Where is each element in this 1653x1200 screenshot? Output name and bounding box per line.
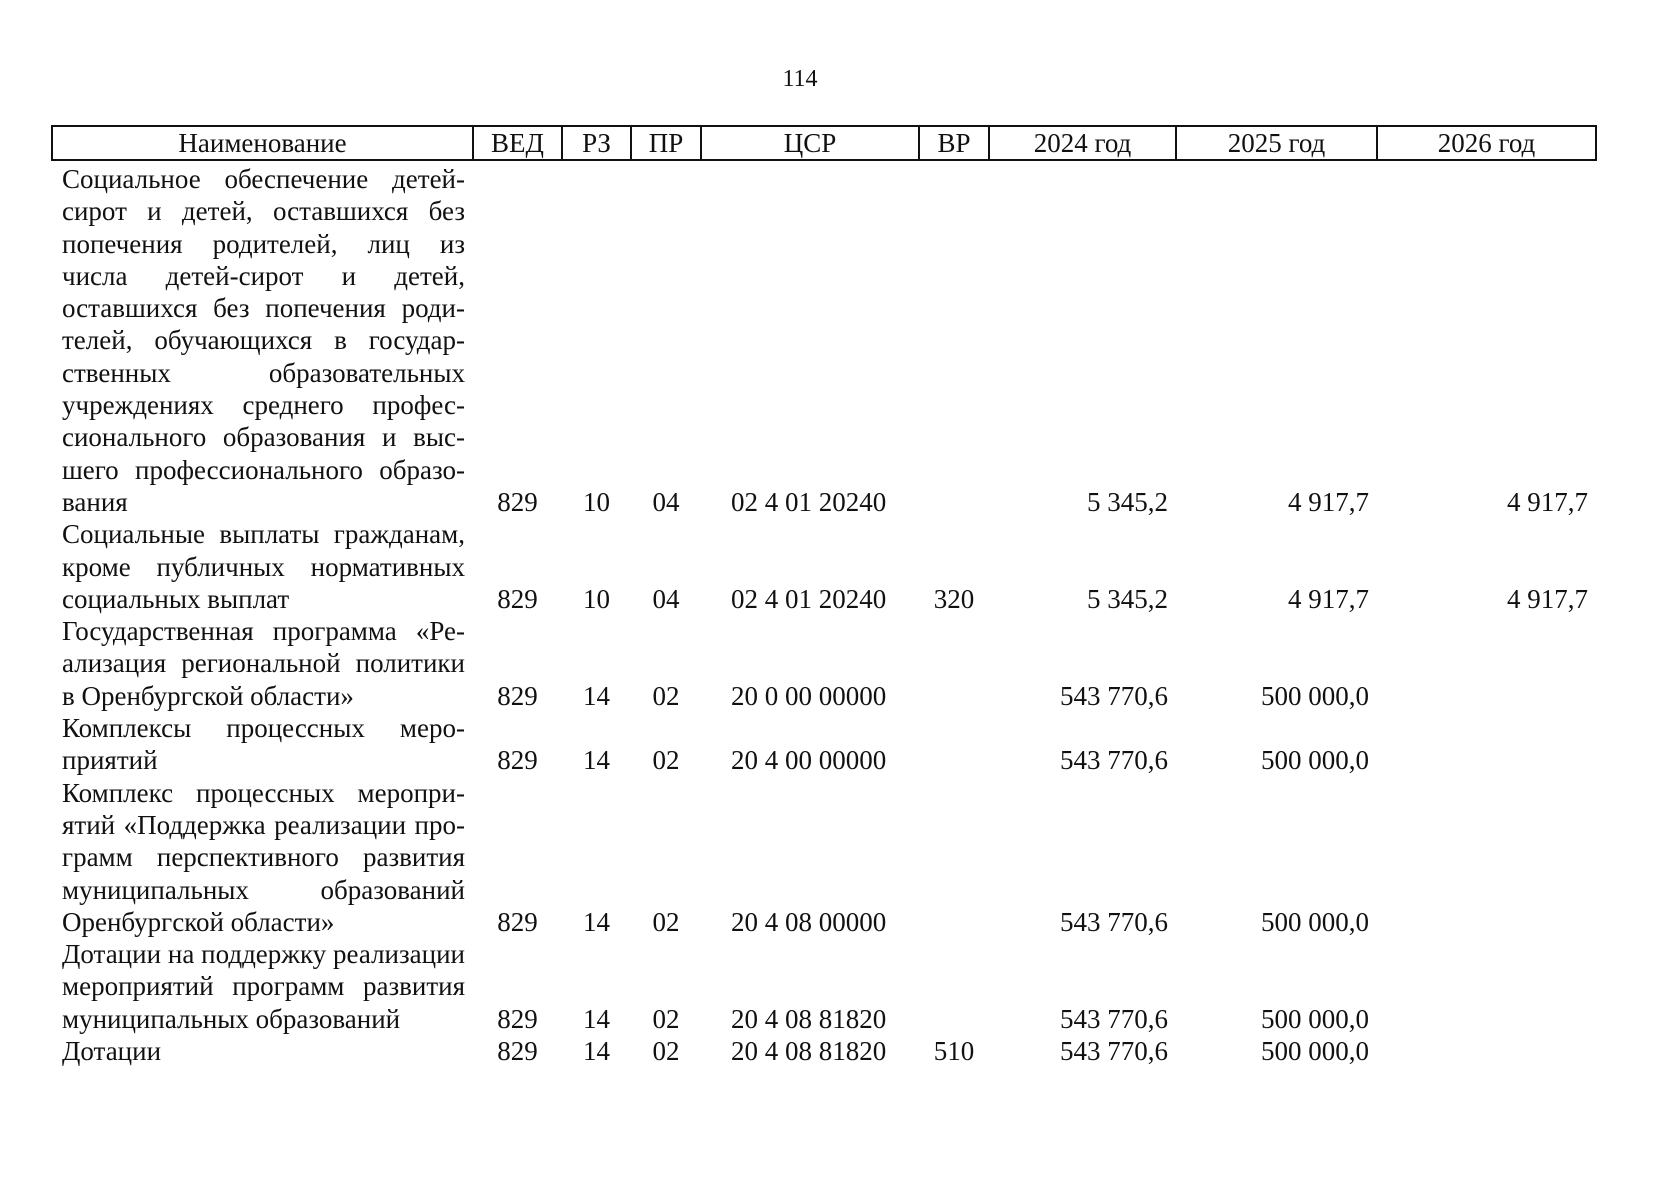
row-rz: 14 bbox=[583, 680, 610, 711]
row-rz: 14 bbox=[583, 1003, 610, 1034]
row-rz: 10 bbox=[583, 583, 610, 614]
row-ved: 829 bbox=[497, 486, 538, 517]
header-pr: ПР bbox=[631, 126, 701, 160]
row-ved: 829 bbox=[497, 745, 538, 776]
row-2025: 500 000,0 bbox=[1261, 906, 1369, 937]
row-2024: 543 770,6 bbox=[1060, 680, 1168, 711]
row-csr: 02 4 01 20240 bbox=[731, 583, 887, 614]
row-2025: 4 917,7 bbox=[1288, 486, 1369, 517]
row-name: Государственная программа «Реализация региональной политики в Оренбургской области» bbox=[62, 616, 465, 711]
row-2026 bbox=[1377, 938, 1596, 1035]
row-vr bbox=[919, 938, 989, 1035]
row-ved: 829 bbox=[497, 680, 538, 711]
table-row bbox=[52, 777, 1596, 938]
header-ved: ВЕД bbox=[473, 126, 562, 160]
row-name: Дотации на поддержку реализации мероприятий программ развития муниципальных образований bbox=[62, 939, 465, 1034]
row-vr: 320 bbox=[933, 583, 975, 614]
row-csr: 02 4 01 20240 bbox=[731, 486, 887, 517]
row-csr: 20 4 00 00000 bbox=[731, 745, 887, 776]
row-pr: 02 bbox=[652, 680, 680, 711]
row-2025: 500 000,0 bbox=[1261, 1003, 1369, 1034]
row-name: Комплексы процессных мероприятий bbox=[62, 713, 465, 776]
table-header-row bbox=[52, 126, 1596, 160]
row-pr: 02 bbox=[652, 745, 680, 776]
row-vr bbox=[919, 160, 989, 518]
header-2025: 2025 год bbox=[1176, 126, 1377, 160]
header-vr: ВР bbox=[919, 126, 989, 160]
row-csr: 20 4 08 81820 bbox=[731, 1036, 887, 1067]
row-pr: 02 bbox=[652, 1003, 680, 1034]
row-2024: 5 345,2 bbox=[1087, 486, 1168, 517]
row-2025: 500 000,0 bbox=[1261, 680, 1369, 711]
row-csr: 20 4 08 81820 bbox=[731, 1003, 887, 1034]
table-row bbox=[52, 712, 1596, 777]
row-2026 bbox=[1377, 777, 1596, 938]
table-row bbox=[52, 160, 1596, 518]
row-name: Социальное обеспечение детей-сирот и детей, оставшихся без попечения родителей, лиц из числа детей-сирот и детей, оставшихся без попечения родителей, обучающихся в государственных образовательных учреждениях среднего профессионального образования и высшего профессионального образования bbox=[62, 164, 465, 517]
table-row bbox=[52, 518, 1596, 615]
row-vr bbox=[919, 615, 989, 712]
row-2024: 543 770,6 bbox=[1060, 906, 1168, 937]
row-2026 bbox=[1377, 1035, 1596, 1067]
row-vr bbox=[919, 712, 989, 777]
row-ved: 829 bbox=[497, 1036, 538, 1067]
header-csr: ЦСР bbox=[701, 126, 919, 160]
row-name: Комплекс процессных мероприятий «Поддержка реализации программ перспективного развития муниципальных образований Оренбургской области» bbox=[62, 777, 465, 937]
row-pr: 02 bbox=[652, 906, 680, 937]
row-pr: 02 bbox=[652, 1036, 680, 1067]
header-rz: РЗ bbox=[562, 126, 631, 160]
row-rz: 14 bbox=[583, 745, 610, 776]
row-2026: 4 917,7 bbox=[1507, 583, 1588, 614]
row-ved: 829 bbox=[497, 583, 538, 614]
row-2025: 500 000,0 bbox=[1261, 745, 1369, 776]
table-row bbox=[52, 1035, 1596, 1067]
header-2024: 2024 год bbox=[989, 126, 1176, 160]
row-2025: 500 000,0 bbox=[1261, 1036, 1369, 1067]
row-2025: 4 917,7 bbox=[1288, 583, 1369, 614]
row-2024: 543 770,6 bbox=[1060, 745, 1168, 776]
row-name: Социальные выплаты гражданам, кроме публичных нормативных социальных выплат bbox=[62, 519, 465, 614]
row-2024: 5 345,2 bbox=[1087, 583, 1168, 614]
row-2026 bbox=[1377, 712, 1596, 777]
row-vr: 510 bbox=[933, 1036, 975, 1067]
page-number: 114 bbox=[782, 66, 818, 92]
row-2026 bbox=[1377, 615, 1596, 712]
row-pr: 04 bbox=[652, 583, 680, 614]
row-csr: 20 0 00 00000 bbox=[731, 680, 887, 711]
budget-table bbox=[51, 125, 1597, 1067]
table-row bbox=[52, 615, 1596, 712]
row-2024: 543 770,6 bbox=[1060, 1036, 1168, 1067]
row-ved: 829 bbox=[497, 906, 538, 937]
header-2026: 2026 год bbox=[1377, 126, 1596, 160]
row-ved: 829 bbox=[497, 1003, 538, 1034]
row-rz: 10 bbox=[583, 486, 610, 517]
row-csr: 20 4 08 00000 bbox=[731, 906, 887, 937]
row-pr: 04 bbox=[652, 486, 680, 517]
row-vr bbox=[919, 777, 989, 938]
row-name: Дотации bbox=[62, 1036, 162, 1067]
header-name: Наименование bbox=[52, 126, 473, 160]
row-2026: 4 917,7 bbox=[1507, 486, 1588, 517]
row-rz: 14 bbox=[583, 906, 610, 937]
row-rz: 14 bbox=[583, 1036, 610, 1067]
row-2024: 543 770,6 bbox=[1060, 1003, 1168, 1034]
table-row bbox=[52, 938, 1596, 1035]
